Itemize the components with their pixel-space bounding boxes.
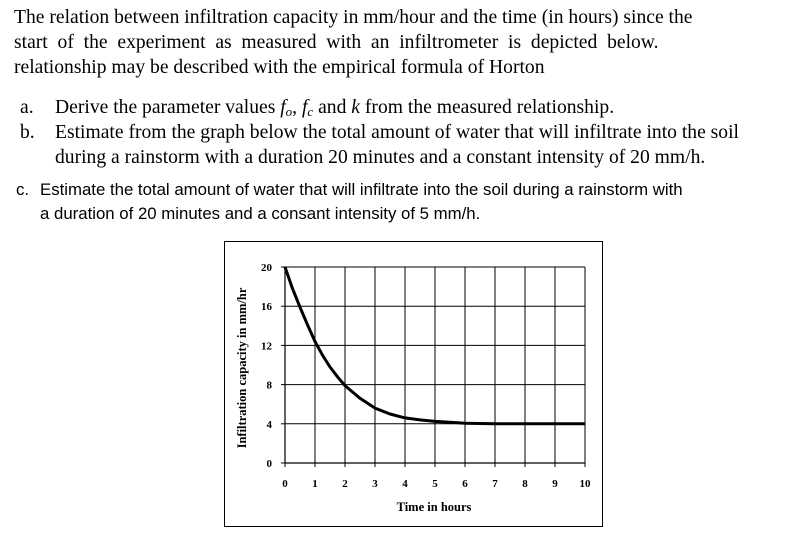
x-tick-label: 3	[372, 478, 378, 490]
y-tick-label: 8	[266, 379, 272, 392]
x-tick-label: 5	[432, 478, 438, 490]
x-tick-label: 0	[282, 478, 288, 490]
question-a-marker: a.	[20, 97, 34, 118]
question-a-text: Derive the parameter values fo, fc and k from the measured relationship.	[55, 97, 615, 119]
y-tick-label: 12	[261, 340, 272, 353]
x-tick-label: 2	[342, 478, 348, 490]
question-b-marker: b.	[20, 122, 35, 143]
y-tick-label: 20	[261, 262, 272, 274]
y-tick-label: 16	[261, 301, 272, 314]
x-tick-label: 1	[312, 478, 318, 490]
chart-axes	[281, 267, 585, 467]
question-c-marker: c.	[16, 180, 30, 199]
intro-line-3: relationship may be described with the empirical formula of Horton	[14, 57, 545, 78]
x-tick-label: 7	[492, 478, 498, 490]
question-c-line-2: a duration of 20 minutes and a consant intensity of 5 mm/h.	[40, 204, 481, 223]
x-tick-label: 8	[522, 478, 528, 490]
y-axis-label: Infiltration capacity in mm/hr	[235, 287, 249, 449]
question-b-line-2: during a rainstorm with a duration 20 minutes and a constant intensity of 20 mm/h.	[55, 147, 706, 168]
question-c-line-1: Estimate the total amount of water that will infiltrate into the soil during a rainstorm with	[40, 180, 683, 199]
y-tick-label: 0	[266, 458, 272, 470]
x-tick-label: 9	[552, 478, 558, 490]
y-tick-label: 4	[266, 418, 272, 431]
x-tick-label: 6	[462, 478, 468, 490]
chart-tick-labels	[261, 262, 591, 490]
intro-line-2: start of the experiment as measured with an infiltrometer is depicted below.	[14, 32, 659, 53]
intro-line-1: The relation between infiltration capacity in mm/hour and the time (in hours) since the	[14, 7, 693, 28]
x-tick-label: 4	[402, 478, 408, 490]
x-axis-label: Time in hours	[396, 500, 472, 514]
question-b-line-1: Estimate from the graph below the total amount of water that will infiltrate into the soil	[55, 122, 739, 143]
x-tick-label: 10	[579, 478, 591, 490]
